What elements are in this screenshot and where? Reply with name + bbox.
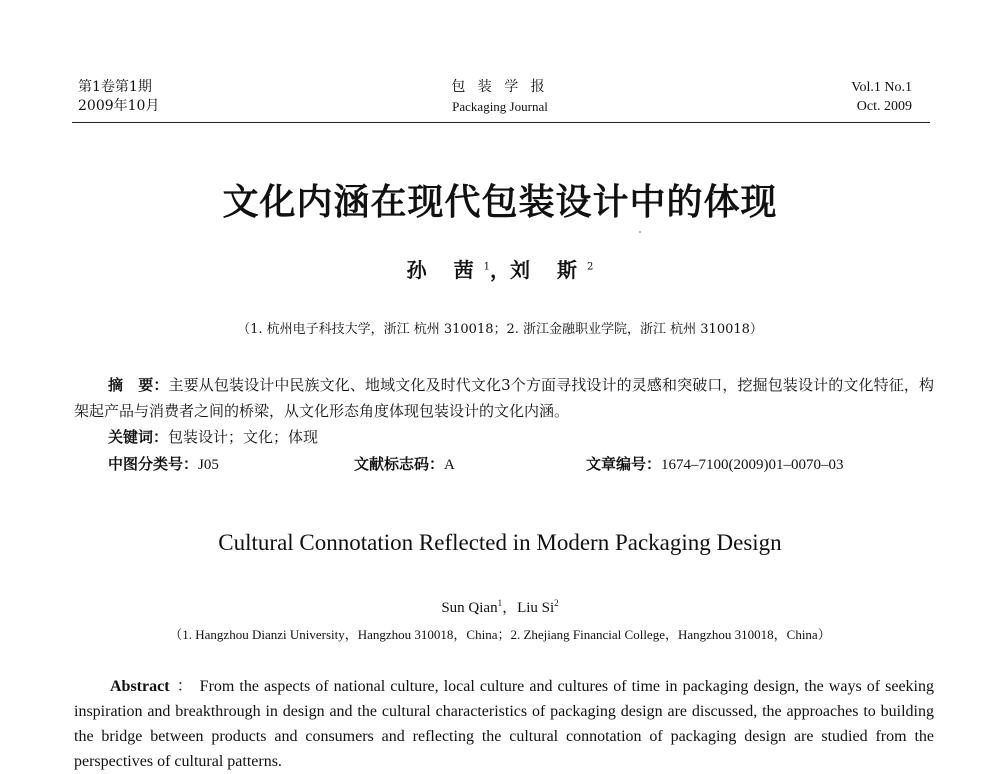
abstract-cn <box>74 372 934 424</box>
author-1-en: Sun Qian <box>441 600 498 616</box>
journal-name-en: Packaging Journal <box>452 99 548 114</box>
author-1-affil-mark: 1 <box>483 261 490 273</box>
author-2-en-affil-mark: 2 <box>554 598 559 608</box>
authors-en <box>0 596 1000 617</box>
authors-cn <box>0 254 1000 283</box>
scan-speck <box>639 231 641 233</box>
journal-header-right <box>851 78 912 116</box>
clc-label: 中图分类号： <box>108 455 199 473</box>
volume-issue-cn: 第1卷第1期 <box>78 79 152 95</box>
abstract-cn-label: 摘 要： <box>108 376 169 394</box>
journal-name-cn: 包 装 学 报 <box>451 79 549 95</box>
affiliation-en: （1. Hangzhou Dianzi University，Hangzhou 310018，China；2. Zhejiang Financial College，Hangzhou 310018，China） <box>169 627 831 642</box>
author-1-cn: 孙 茜 <box>406 258 484 282</box>
keywords-cn-text: 包装设计；文化；体现 <box>168 428 319 446</box>
affiliation-cn: （1. 杭州电子科技大学，浙江 杭州 310018；2. 浙江金融职业学院，浙江 杭州 310018） <box>237 322 763 337</box>
document-code-value: A <box>444 457 455 473</box>
abstract-en-sep: ： <box>175 678 194 695</box>
document-code <box>354 453 455 474</box>
paper-title-en: Cultural Connotation Reflected in Modern Packaging Design <box>218 530 782 555</box>
clc-number <box>108 453 219 474</box>
volume-issue-en: Vol.1 No.1 <box>851 80 912 95</box>
publication-date-cn: 2009年10月 <box>78 98 160 114</box>
article-number-label: 文章编号： <box>586 455 662 473</box>
abstract-en <box>74 674 934 774</box>
author-separator: ， <box>490 258 510 282</box>
article-number-value: 1674–7100(2009)01–0070–03 <box>661 457 844 473</box>
keywords-cn-label: 关键词： <box>108 428 169 446</box>
abstract-en-label: Abstract <box>110 678 170 695</box>
author-1-en-affil-mark: 1 <box>497 598 503 608</box>
keywords-cn <box>108 426 318 447</box>
paper-title-cn: 文化内涵在现代包装设计中的体现 <box>222 181 778 223</box>
author-en-separator: ， <box>502 600 518 616</box>
abstract-en-text: From the aspects of national culture, local culture and cultures of time in packaging design, the ways of seeking inspiration and breakthrough in design and the cultural characteristics of packaging design are discussed, the approaches to building the bridge between products and consumers and reflecting the cultural connotation of packaging design are studied from the perspectives of cultural patterns. <box>74 678 934 770</box>
header-divider <box>72 122 930 123</box>
abstract-cn-text: 主要从包装设计中民族文化、地域文化及时代文化3个方面寻找设计的灵感和突破口，挖掘包装设计的文化特征，构架起产品与消费者之间的桥梁，从文化形态角度体现包装设计的文化内涵。 <box>74 376 934 420</box>
clc-value: J05 <box>198 457 219 473</box>
journal-header-center <box>0 78 1000 116</box>
author-2-affil-mark: 2 <box>586 261 594 273</box>
document-code-label: 文献标志码： <box>354 455 445 473</box>
author-2-cn: 刘 斯 <box>510 258 587 282</box>
publication-date-en: Oct. 2009 <box>856 99 912 114</box>
article-number <box>586 453 844 474</box>
author-2-en: Liu Si <box>517 600 555 616</box>
